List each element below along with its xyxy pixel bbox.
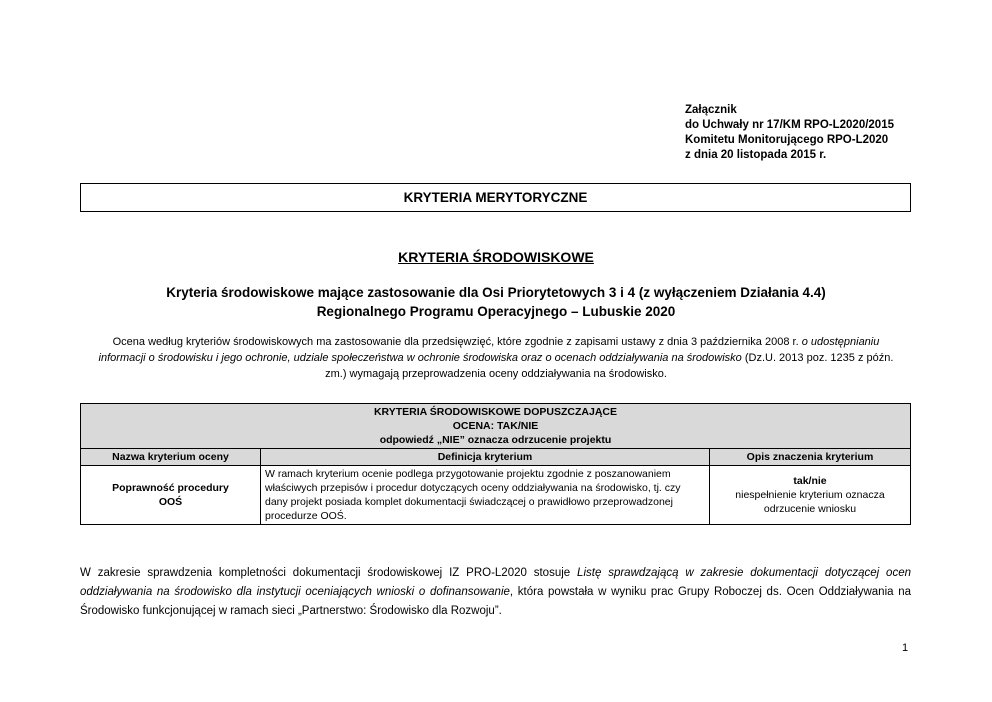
criterion-definition: W ramach kryterium ocenie podlega przygotowanie projektu zgodnie z poszanowaniem właściwych przepisów i procedur dotyczących oceny oddziaływania na środowisko, tj. czy dany projekt posiada komplet dokumentacji świadczącej o prawidłowo przeprowadzonej procedurze OOŚ. (261, 466, 710, 525)
subtitle-line-2: Regionalnego Programu Operacyjnego – Lubuskie 2020 (316, 304, 676, 319)
subtitle (0, 283, 992, 321)
checklist-title: Listę sprawdzającą w zakresie dokumentacji dotyczącej ocen oddziaływania na środowisko dla instytucji oceniających wnioski o dofinansowanie (80, 567, 911, 598)
attachment-line: z dnia 20 listopada 2015 r. (685, 149, 827, 161)
intro-text-2: (Dz.U. 2013 poz. 1235 z późn. zm.) wymagają przeprowadzenia oceny oddziaływania na środowisko. (325, 352, 894, 380)
criterion-description-cell (710, 466, 911, 525)
environmental-heading: KRYTERIA ŚRODOWISKOWE (398, 249, 594, 265)
subtitle-line-1: Kryteria środowiskowe mające zastosowanie dla Osi Priorytetowych 3 i 4 (z wyłączeniem Działania 4.4) (166, 285, 826, 300)
criterion-name-cell (81, 466, 261, 525)
table-row (81, 466, 911, 525)
intro-paragraph (92, 334, 900, 382)
criteria-table (80, 403, 911, 525)
table-main-header (81, 404, 911, 449)
attachment-line: Załącznik (685, 104, 737, 116)
merit-heading-box (80, 183, 911, 212)
column-header-description: Opis znaczenia kryterium (710, 449, 911, 466)
closing-text-1: W zakresie sprawdzenia kompletności dokumentacji środowiskowej IZ PRO-L2020 stosuje (80, 567, 578, 579)
table-header-row (81, 404, 911, 449)
column-header-definition: Definicja kryterium (261, 449, 710, 466)
intro-act-title: o udostępnianiu informacji o środowisku i jego ochronie, udziale społeczeństwa w ochronie środowiska oraz o ocenach oddziaływania na środowisko (98, 336, 880, 364)
criterion-description: niespełnienie kryterium oznacza odrzucenie wniosku (735, 489, 885, 515)
criterion-name-line: Poprawność procedury (112, 482, 229, 494)
table-column-headers (81, 449, 911, 466)
column-header-name: Nazwa kryterium oceny (81, 449, 261, 466)
merit-heading: KRYTERIA MERYTORYCZNE (403, 190, 588, 205)
table-header-line: odpowiedź „NIE” oznacza odrzucenie projektu (379, 434, 612, 446)
page-number: 1 (902, 642, 909, 654)
attachment-line: do Uchwały nr 17/KM RPO-L2020/2015 (685, 119, 894, 131)
intro-text-1: Ocena według kryteriów środowiskowych ma zastosowanie dla przedsięwzięć, które zgodnie z zapisami ustawy z dnia 3 października 2008 r. (112, 336, 802, 348)
table-header-line: OCENA: TAK/NIE (452, 420, 539, 432)
criterion-verdict: tak/nie (793, 475, 827, 487)
attachment-line: Komitetu Monitorującego RPO-L2020 (685, 134, 889, 146)
criterion-name-line: OOŚ (158, 496, 183, 508)
attachment-header (685, 103, 894, 163)
closing-paragraph (80, 564, 911, 621)
closing-text-2: , która powstała w wyniku prac Grupy Roboczej ds. Ocen Oddziaływania na Środowisko funkcjonującej w ramach sieci „Partnerstwo: Środowisko dla Rozwoju”. (80, 586, 911, 617)
table-header-line: KRYTERIA ŚRODOWISKOWE DOPUSZCZAJĄCE (373, 406, 618, 418)
